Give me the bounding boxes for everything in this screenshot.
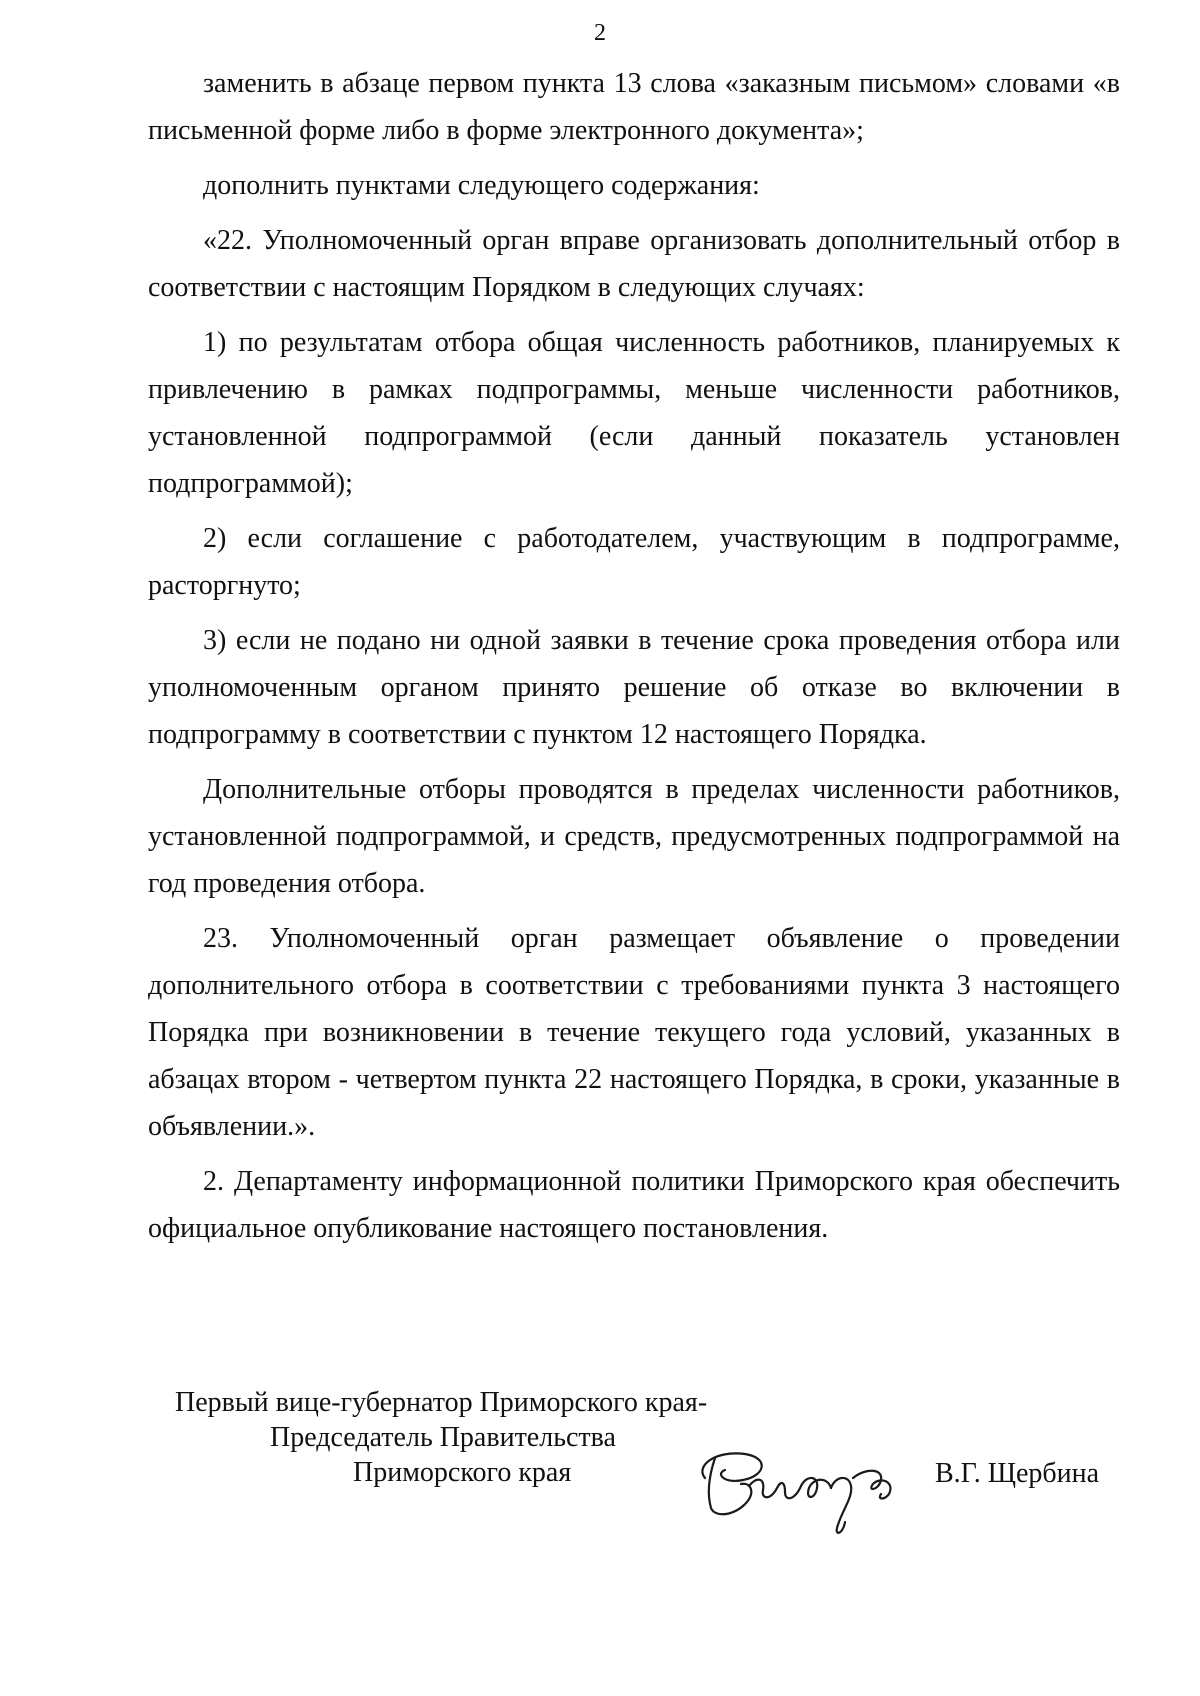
paragraph: 1) по результатам отбора общая численность работников, планируемых к привлечению в рамках подпрограммы, меньше численности работников, установленной подпрограммой (если данный показатель установлен подпрограммой); <box>148 327 1120 499</box>
signatory-name: В.Г. Щербина <box>935 1458 1100 1489</box>
paragraph: 23. Уполномоченный орган размещает объявление о проведении дополнительного отбора в соответствии с требованиями пункта 3 настоящего Порядка при возникновении в течение текущего года условий, указанных в абзацах втором - четвертом пункта 22 настоящего Порядка, в сроки, указанные в объявлении.». <box>148 923 1120 1142</box>
page-number: 2 <box>594 20 606 46</box>
paragraph: 2) если соглашение с работодателем, участвующим в подпрограмме, расторгнуто; <box>148 523 1120 601</box>
document-body <box>148 60 1120 1252</box>
paragraph: «22. Уполномоченный орган вправе организовать дополнительный отбор в соответствии с настоящим Порядком в следующих случаях: <box>148 225 1120 303</box>
paragraph: Дополнительные отборы проводятся в пределах численности работников, установленной подпрограммой, и средств, предусмотренных подпрограммой на год проведения отбора. <box>148 774 1120 899</box>
signatory-title-line2: Председатель Правительства <box>270 1422 616 1453</box>
paragraph: дополнить пунктами следующего содержания: <box>203 170 760 201</box>
signatory-title-line1: Первый вице-губернатор Приморского края- <box>175 1387 708 1418</box>
paragraph: 2. Департаменту информационной политики Приморского края обеспечить официальное опубликование настоящего постановления. <box>148 1166 1120 1244</box>
handwritten-signature <box>685 1436 915 1536</box>
paragraph: заменить в абзаце первом пункта 13 слова «заказным письмом» словами «в письменной форме либо в форме электронного документа»; <box>148 68 1120 146</box>
paragraph: 3) если не подано ни одной заявки в течение срока проведения отбора или уполномоченным органом принято решение об отказе во включении в подпрограмму в соответствии с пунктом 12 настоящего Порядка. <box>148 625 1120 750</box>
signatory-title-line3: Приморского края <box>353 1457 572 1488</box>
signature-block <box>0 1386 1200 1506</box>
